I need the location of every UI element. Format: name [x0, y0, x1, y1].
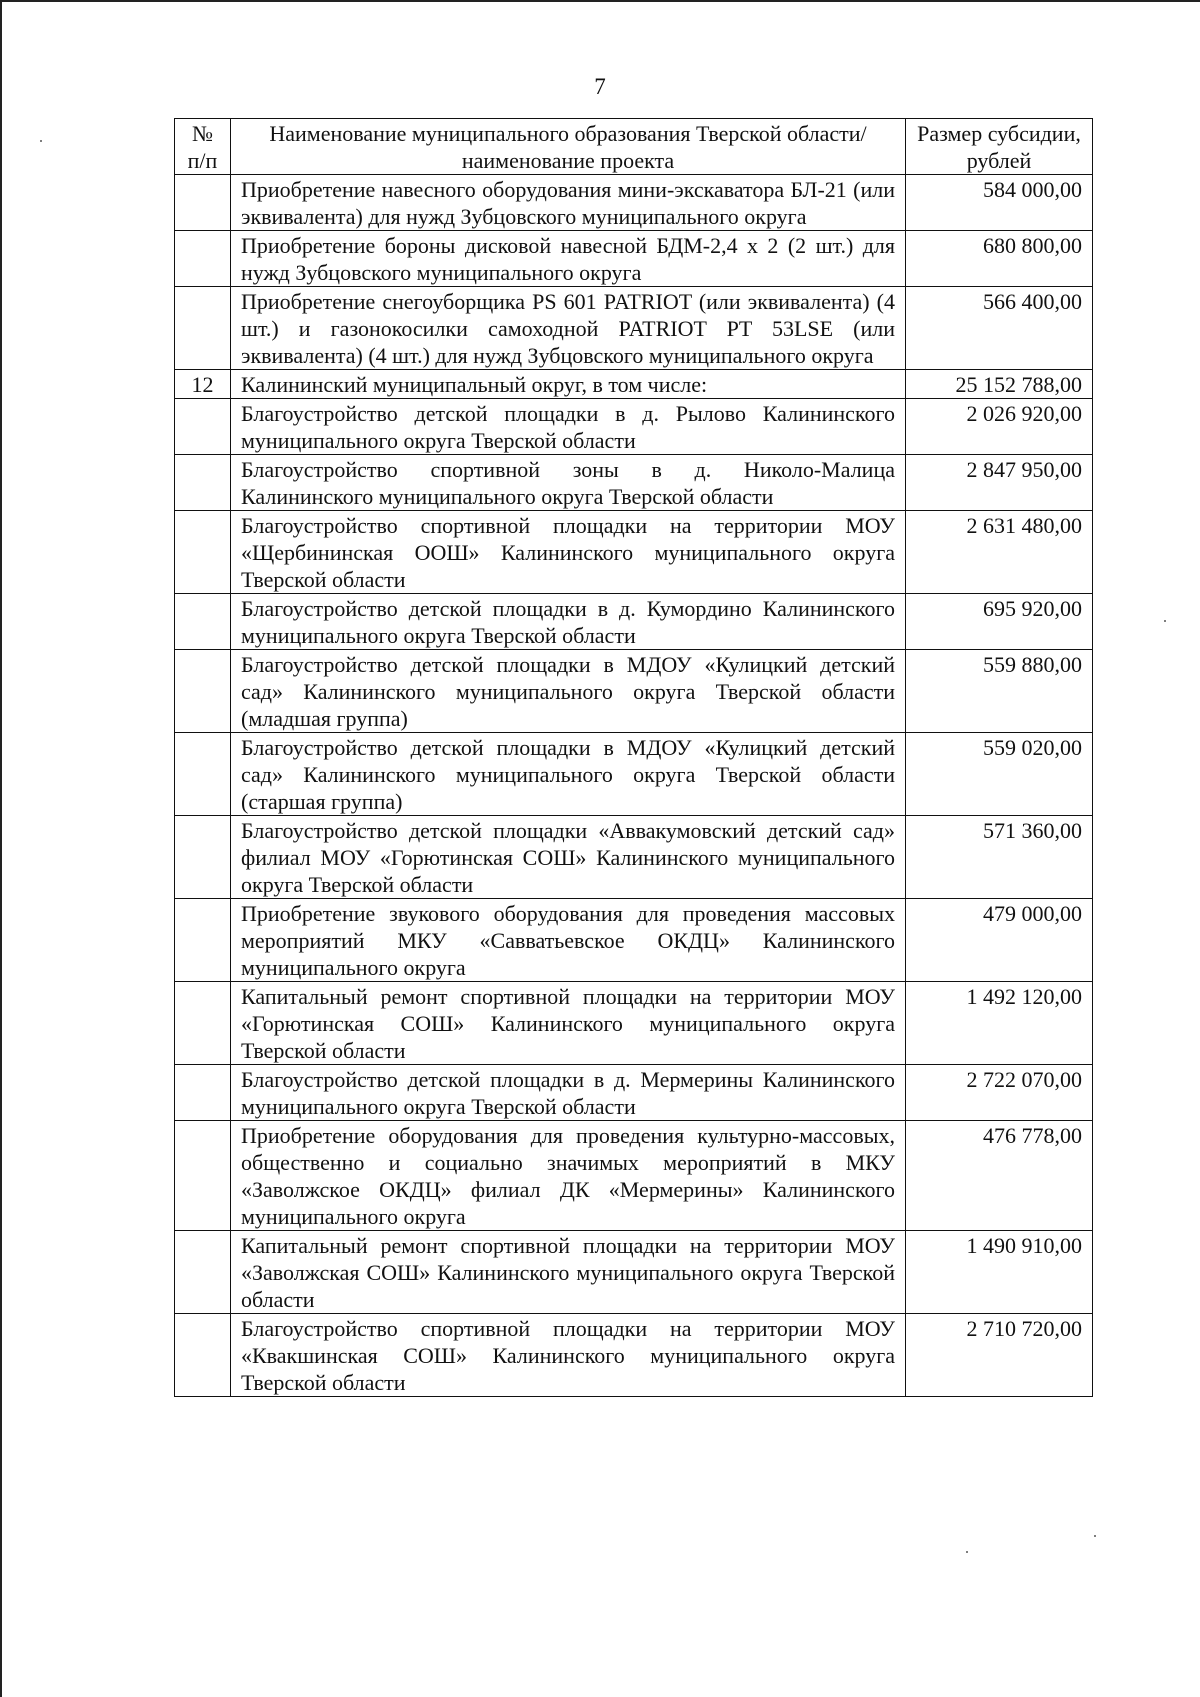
- subsidy-amount: 559 880,00: [906, 650, 1093, 733]
- table-row: [175, 650, 1093, 733]
- scan-speck: [966, 1551, 968, 1553]
- scan-speck: [1094, 1535, 1096, 1537]
- subsidy-amount: 680 800,00: [906, 231, 1093, 287]
- table-row: [175, 982, 1093, 1065]
- table-row: [175, 175, 1093, 231]
- project-name: Благоустройство спортивной площадки на территории МОУ «Щербининская ООШ» Калининского муниципального округа Тверской области: [231, 511, 906, 594]
- table-row: [175, 455, 1093, 511]
- project-name: Приобретение звукового оборудования для проведения массовых мероприятий МКУ «Савватьевское ОКДЦ» Калининского муниципального округа: [231, 899, 906, 982]
- table-row: [175, 1065, 1093, 1121]
- subsidy-amount: 2 026 920,00: [906, 399, 1093, 455]
- subsidy-table: [174, 118, 1093, 1397]
- table-row: [175, 816, 1093, 899]
- project-name: Благоустройство детской площадки в МДОУ «Кулицкий детский сад» Калининского муниципального округа Тверской области (младшая группа): [231, 650, 906, 733]
- project-name: Благоустройство детской площадки в МДОУ «Кулицкий детский сад» Калининского муниципального округа Тверской области (старшая группа): [231, 733, 906, 816]
- scan-speck: [1164, 620, 1166, 622]
- project-name: Благоустройство спортивной зоны в д. Николо-Малица Калининского муниципального округа Тверской области: [231, 455, 906, 511]
- project-name: Благоустройство детской площадки в д. Кумордино Калининского муниципального округа Тверской области: [231, 594, 906, 650]
- row-number: [175, 1065, 231, 1121]
- page-number: 7: [594, 74, 606, 99]
- table-row: [175, 733, 1093, 816]
- project-name: Приобретение навесного оборудования мини-экскаватора БЛ-21 (или эквивалента) для нужд Зубцовского муниципального округа: [231, 175, 906, 231]
- row-number: [175, 650, 231, 733]
- scan-speck: [40, 140, 42, 142]
- header-amount: Размер субсидии, рублей: [906, 119, 1093, 175]
- project-name: Благоустройство детской площадки в д. Мермерины Калининского муниципального округа Тверской области: [231, 1065, 906, 1121]
- row-number: [175, 455, 231, 511]
- header-name: Наименование муниципального образования Тверской области/наименование проекта: [231, 119, 906, 175]
- subsidy-amount: 476 778,00: [906, 1121, 1093, 1231]
- row-number: [175, 287, 231, 370]
- table-row: [175, 1121, 1093, 1231]
- table-header-row: [175, 119, 1093, 175]
- row-number: [175, 1231, 231, 1314]
- subsidy-amount: 571 360,00: [906, 816, 1093, 899]
- subsidy-amount: 2 847 950,00: [906, 455, 1093, 511]
- table-body: [175, 175, 1093, 1397]
- table-row: [175, 1314, 1093, 1397]
- page-border-top: [0, 0, 1200, 2]
- subsidy-amount: 566 400,00: [906, 287, 1093, 370]
- table-row: [175, 399, 1093, 455]
- subsidy-amount: 479 000,00: [906, 899, 1093, 982]
- project-name: Приобретение оборудования для проведения культурно-массовых, общественно и социально значимых мероприятий в МКУ «Заволжское ОКДЦ» филиал ДК «Мермерины» Калининского муниципального округа: [231, 1121, 906, 1231]
- subsidy-amount: 695 920,00: [906, 594, 1093, 650]
- subsidy-amount: 559 020,00: [906, 733, 1093, 816]
- header-number: № п/п: [175, 119, 231, 175]
- row-number: [175, 816, 231, 899]
- project-name: Капитальный ремонт спортивной площадки на территории МОУ «Заволжская СОШ» Калининского муниципального округа Тверской области: [231, 1231, 906, 1314]
- page-border-left: [0, 0, 2, 1697]
- subsidy-amount: 2 722 070,00: [906, 1065, 1093, 1121]
- subsidy-amount: 2 710 720,00: [906, 1314, 1093, 1397]
- row-number: [175, 1121, 231, 1231]
- subsidy-amount: 584 000,00: [906, 175, 1093, 231]
- row-number: [175, 175, 231, 231]
- table-row: [175, 899, 1093, 982]
- subsidy-amount: 1 490 910,00: [906, 1231, 1093, 1314]
- row-number: [175, 399, 231, 455]
- table-row: [175, 1231, 1093, 1314]
- table-row: [175, 511, 1093, 594]
- subsidy-amount: 25 152 788,00: [906, 370, 1093, 399]
- table-row: [175, 231, 1093, 287]
- subsidy-amount: 1 492 120,00: [906, 982, 1093, 1065]
- table-row: [175, 370, 1093, 399]
- row-number: [175, 982, 231, 1065]
- row-number: 12: [175, 370, 231, 399]
- project-name: Приобретение бороны дисковой навесной БДМ-2,4 х 2 (2 шт.) для нужд Зубцовского муниципального округа: [231, 231, 906, 287]
- project-name: Благоустройство детской площадки в д. Рылово Калининского муниципального округа Тверской области: [231, 399, 906, 455]
- project-name: Капитальный ремонт спортивной площадки на территории МОУ «Горютинская СОШ» Калининского муниципального округа Тверской области: [231, 982, 906, 1065]
- table-row: [175, 287, 1093, 370]
- row-number: [175, 594, 231, 650]
- row-number: [175, 511, 231, 594]
- row-number: [175, 733, 231, 816]
- row-number: [175, 1314, 231, 1397]
- table-row: [175, 594, 1093, 650]
- row-number: [175, 899, 231, 982]
- subsidy-amount: 2 631 480,00: [906, 511, 1093, 594]
- row-number: [175, 231, 231, 287]
- municipality-name: Калининский муниципальный округ, в том числе:: [231, 370, 906, 399]
- project-name: Благоустройство детской площадки «Аввакумовский детский сад» филиал МОУ «Горютинская СОШ» Калининского муниципального округа Тверской области: [231, 816, 906, 899]
- project-name: Благоустройство спортивной площадки на территории МОУ «Квакшинская СОШ» Калининского муниципального округа Тверской области: [231, 1314, 906, 1397]
- project-name: Приобретение снегоуборщика PS 601 PATRIOT (или эквивалента) (4 шт.) и газонокосилки самоходной PATRIOT PT 53LSE (или эквивалента) (4 шт.) для нужд Зубцовского муниципального округа: [231, 287, 906, 370]
